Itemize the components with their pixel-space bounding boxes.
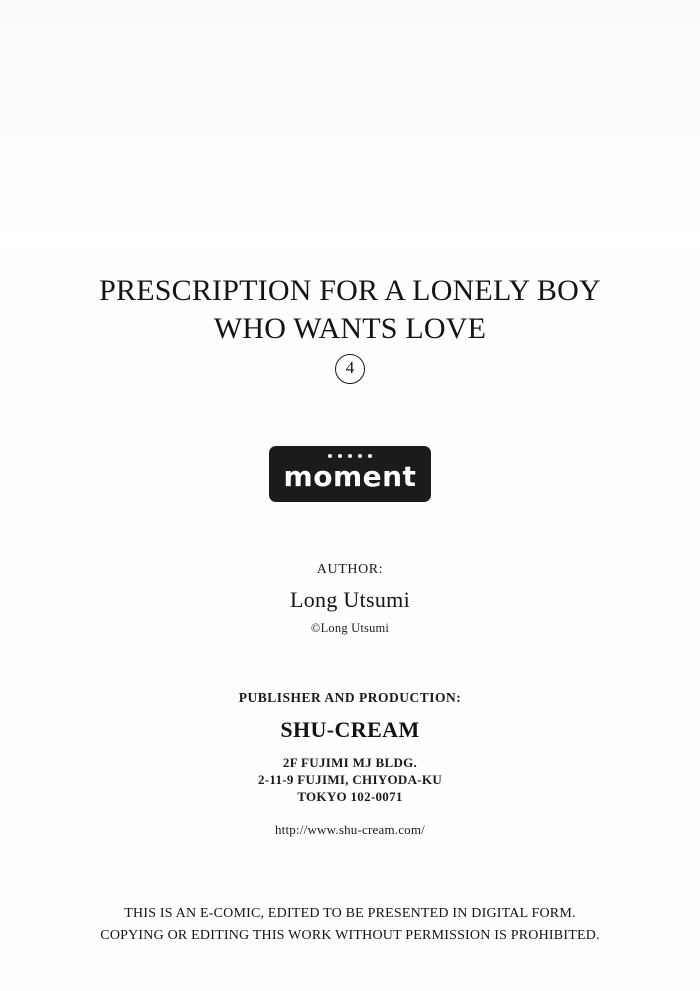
logo-container bbox=[0, 446, 700, 502]
publisher-label: PUBLISHER AND PRODUCTION: bbox=[238, 690, 462, 705]
logo-wordmark: moment bbox=[283, 460, 417, 493]
title-line-1: PRESCRIPTION FOR A LONELY BOY bbox=[99, 274, 601, 307]
legal-notice bbox=[0, 903, 700, 947]
author-name: Long Utsumi bbox=[289, 587, 411, 612]
volume-number-badge: 4 bbox=[335, 354, 365, 384]
address-line: 2-11-9 FUJIMI, CHIYODA-KU bbox=[257, 772, 443, 787]
logo-dots-decoration bbox=[269, 454, 431, 458]
notice-line-1: THIS IS AN E-COMIC, EDITED TO BE PRESENTED IN DIGITAL FORM. bbox=[124, 906, 576, 921]
author-label: AUTHOR: bbox=[316, 562, 384, 577]
publisher-website-link[interactable]: http://www.shu-cream.com/ bbox=[274, 822, 425, 837]
publisher-block bbox=[0, 688, 700, 839]
title-block bbox=[0, 272, 700, 384]
paper-background bbox=[0, 0, 700, 250]
address-line: TOKYO 102-0071 bbox=[297, 789, 403, 804]
notice-line-2: COPYING OR EDITING THIS WORK WITHOUT PERMISSION IS PROHIBITED. bbox=[100, 928, 600, 943]
moment-logo bbox=[269, 446, 431, 502]
publisher-address bbox=[0, 754, 700, 805]
publisher-website[interactable] bbox=[0, 821, 700, 839]
address-line: 2F FUJIMI MJ BLDG. bbox=[282, 755, 418, 770]
author-credits bbox=[0, 560, 700, 637]
copyright-notice: ©Long Utsumi bbox=[310, 621, 390, 635]
publisher-name: SHU-CREAM bbox=[280, 717, 420, 742]
title-line-2: WHO WANTS LOVE bbox=[213, 312, 487, 345]
